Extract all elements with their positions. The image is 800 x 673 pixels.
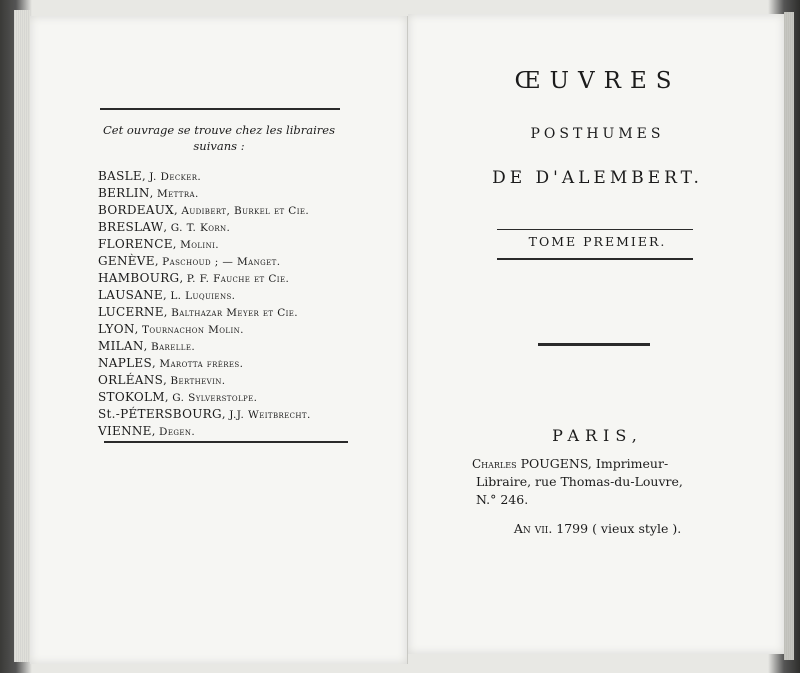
bookseller-names: P. F. Fauche et Cie. (186, 273, 290, 285)
separator: , (163, 305, 172, 319)
bookseller-names: Mettra. (156, 188, 199, 200)
date-value: 1799 ( vieux style ). (556, 521, 682, 536)
bookseller-entry (98, 270, 358, 287)
bookseller-names: J.J. Weitbrecht. (229, 409, 311, 421)
bookseller-names: Paschoud ; — Manget. (162, 256, 281, 268)
book-title: ŒUVRES (514, 68, 681, 94)
bottom-rule-left (104, 441, 348, 443)
bookseller-entry (98, 389, 358, 406)
bookseller-entry (98, 219, 358, 236)
separator: , (163, 288, 171, 302)
printer-number: N.° 246. (476, 492, 529, 507)
separator: , (149, 186, 157, 200)
bookseller-entry (98, 304, 358, 321)
volume-rule-bottom (497, 258, 693, 260)
bookseller-city: LYON (98, 322, 135, 336)
booksellers-list (98, 168, 358, 440)
printer-prefix: Charles (472, 457, 517, 471)
volume-rule-top (497, 229, 693, 230)
bookseller-entry (98, 355, 358, 372)
ornament-rule (538, 343, 650, 346)
bookseller-city: St.-PÉTERSBOURG (98, 407, 222, 421)
separator: , (152, 356, 160, 370)
bookseller-city: NAPLES (98, 356, 152, 370)
bookseller-entry (98, 406, 358, 423)
bookseller-entry (98, 168, 358, 185)
left-page-edges (14, 10, 30, 662)
separator: , (179, 271, 187, 285)
publication-date (410, 521, 785, 536)
printer-name: POUGENS, (520, 456, 592, 471)
bookseller-city: BERLIN (98, 186, 150, 200)
bookseller-entry (98, 372, 358, 389)
bookseller-city: FLORENCE (98, 237, 173, 251)
bookseller-city: GENÈVE (98, 254, 155, 268)
bookseller-names: J. Decker. (149, 171, 202, 183)
bookseller-city: LAUSANE (98, 288, 163, 302)
separator: , (151, 424, 160, 438)
bookseller-names: Tournachon Molin. (141, 324, 244, 336)
bookseller-names: G. T. Korn. (170, 222, 231, 234)
bookseller-names: Balthazar Meyer et Cie. (171, 307, 299, 319)
bookseller-names: G. Sylverstolpe. (172, 392, 258, 404)
bookseller-entry (98, 202, 358, 219)
imprint (472, 455, 732, 509)
bookseller-city: ORLÉANS (98, 373, 164, 387)
bookseller-city: BRESLAW (98, 220, 164, 234)
bookseller-entry (98, 253, 358, 270)
book-subtitle: POSTHUMES (530, 126, 665, 142)
imprint-line-1 (472, 455, 732, 473)
separator: , (221, 407, 230, 421)
bookseller-city: LUCERNE (98, 305, 164, 319)
separator: , (174, 203, 182, 217)
separator: , (134, 322, 142, 336)
publication-place: PARIS, (552, 426, 643, 445)
bookseller-city: BASLE (98, 169, 142, 183)
bookseller-names: L. Luquiens. (170, 290, 236, 302)
separator: , (163, 373, 171, 387)
bookseller-entry (98, 321, 358, 338)
bookseller-city: STOKOLM (98, 390, 165, 404)
bookseller-names: Molini. (180, 239, 220, 251)
bookseller-city: MILAN (98, 339, 144, 353)
separator: , (154, 254, 163, 268)
separator: , (141, 169, 150, 183)
right-page (408, 14, 784, 654)
bookseller-entry (98, 423, 358, 440)
bookseller-entry (98, 236, 358, 253)
bookseller-names: Berthevin. (170, 375, 226, 387)
separator: , (172, 237, 181, 251)
top-rule-left (100, 108, 340, 110)
volume-label: TOME PREMIER. (528, 234, 667, 249)
date-prefix: An vii. (513, 521, 553, 536)
bookseller-entry (98, 338, 358, 355)
bookseller-names: Degen. (159, 426, 196, 438)
bookseller-city: BORDEAUX (98, 203, 175, 217)
bookseller-names: Marotta frères. (159, 358, 244, 370)
bookseller-entry (98, 185, 358, 202)
right-page-edges (784, 12, 794, 660)
bookseller-city: HAMBOURG (98, 271, 180, 285)
separator: , (143, 339, 151, 353)
bookseller-names: Barelle. (150, 341, 196, 353)
bookseller-city: VIENNE (98, 424, 152, 438)
separator: , (164, 390, 173, 404)
book-author: DE D'ALEMBERT. (492, 168, 703, 188)
printer-address: Libraire, rue Thomas-du-Louvre, (476, 474, 683, 489)
separator: , (163, 220, 171, 234)
bookseller-entry (98, 287, 358, 304)
bookseller-names: Audibert, Burkel et Cie. (181, 205, 310, 217)
booksellers-intro: Cet ouvrage se trouve chez les libraires suivans : (102, 123, 336, 153)
printer-role: Imprimeur- (595, 456, 669, 471)
